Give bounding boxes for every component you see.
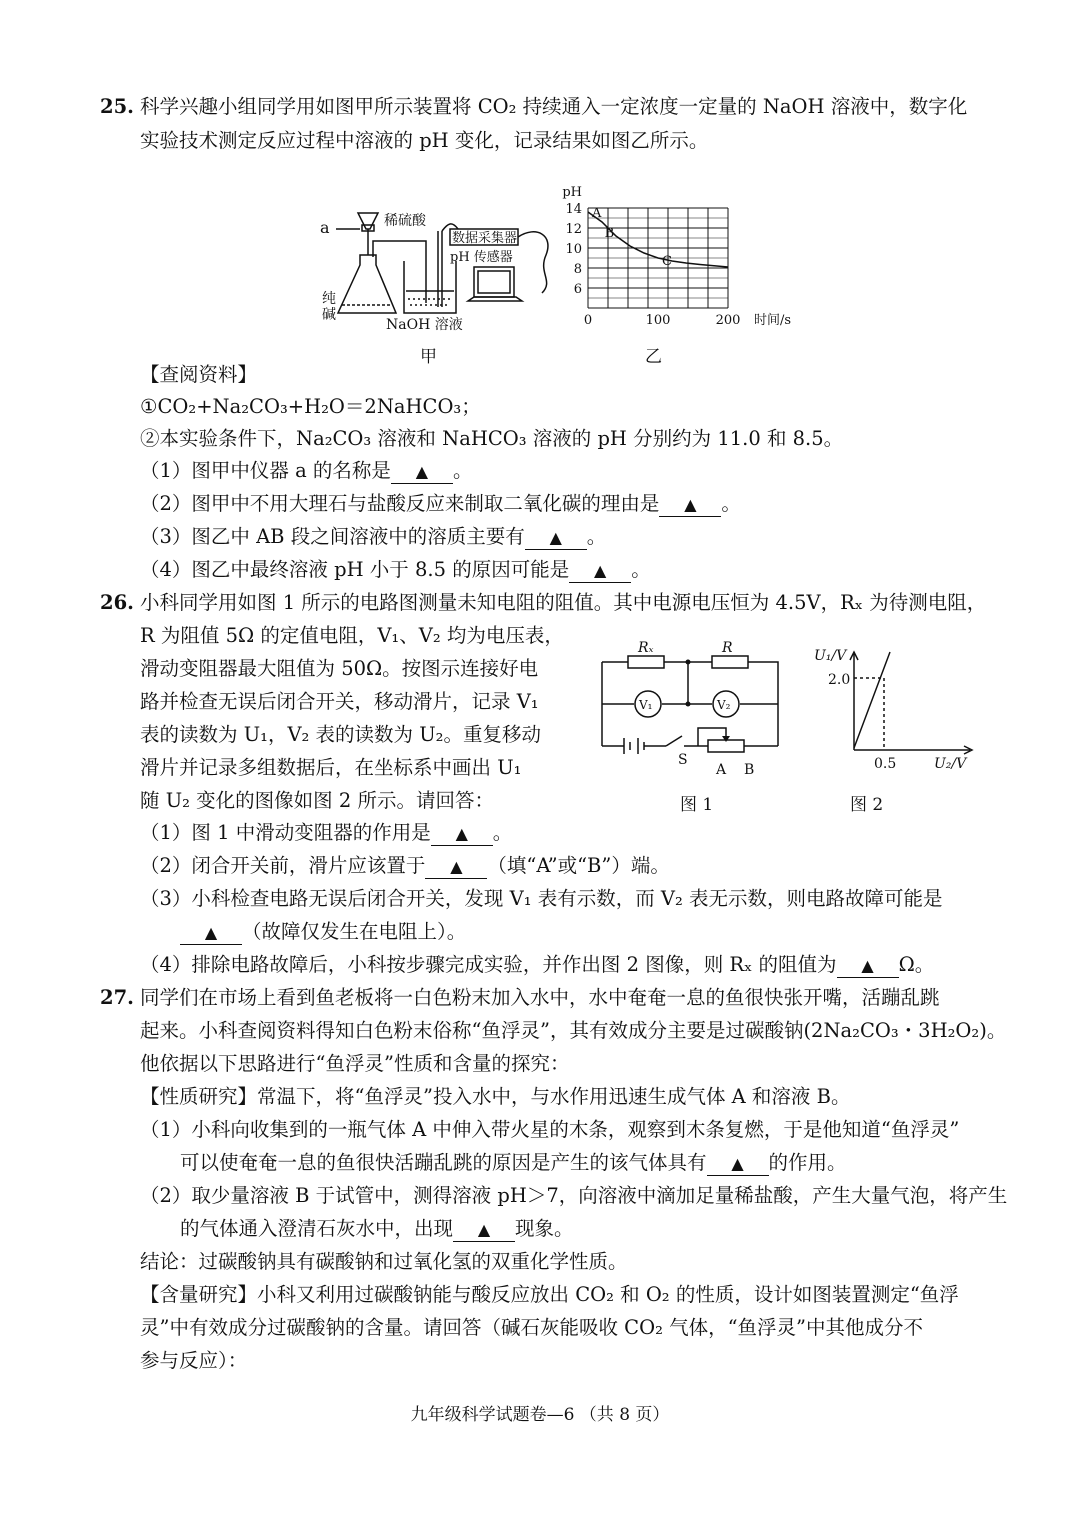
q26-line-5: 表的读数为 U₁，V₂ 表的读数为 U₂。重复移动 [140, 723, 541, 746]
answer-mark-icon: ▲ [455, 824, 468, 843]
q26-line-7: 随 U₂ 变化的图像如图 2 所示。请回答： [140, 789, 494, 812]
label-r: R [722, 640, 733, 656]
q27-sub-1b [180, 1148, 847, 1178]
q27-content-3: 参与反应）： [140, 1349, 248, 1372]
label-v2: V₂ [717, 698, 731, 712]
answer-mark-icon: ▲ [731, 1154, 744, 1173]
label-soda-2: 碱 [322, 307, 336, 323]
q25-sub-3-end: 。 [586, 525, 607, 548]
y-tick-label: 10 [565, 242, 582, 257]
q25-sub-1-end: 。 [452, 459, 473, 482]
label-b-end: B [744, 762, 755, 778]
answer-mark-icon: ▲ [204, 923, 218, 942]
q26-line-2: R 为阻值 5Ω 的定值电阻，V₁、V₂ 均为电压表， [140, 624, 564, 647]
caption-fig-1: 图 1 [680, 795, 714, 815]
q26-sub-1 [140, 818, 512, 848]
label-rx: Rₓ [638, 640, 654, 656]
graph-xlabel: U₂/V [934, 756, 967, 772]
answer-blank[interactable] [453, 1218, 515, 1242]
q27-sub-2b [180, 1214, 574, 1244]
y-tick-label: 14 [565, 202, 582, 217]
label-a: a [320, 218, 330, 237]
graph-y-value: 2.0 [828, 672, 851, 688]
x-tick-label: 200 [715, 313, 741, 328]
resistor-rx [628, 656, 664, 668]
x-tick-label: 100 [645, 313, 671, 328]
apparatus-figure [318, 195, 558, 340]
q27-sub-1a: （1）小科向收集到的一瓶气体 A 中伸入带火星的木条，观察到木条复燃，于是他知道“鱼浮灵” [140, 1118, 960, 1141]
y-tick-label: 12 [565, 222, 582, 237]
q26-line-1: 小科同学用如图 1 所示的电路图测量未知电阻的阻值。其中电源电压恒为 4.5V，Rₓ 为待测电阻， [140, 591, 987, 614]
answer-blank[interactable] [707, 1152, 769, 1176]
circuit-diagram [590, 632, 790, 782]
question-number-26: 26. [100, 591, 134, 614]
caption-yi: 乙 [645, 347, 662, 367]
switch-s [666, 736, 682, 746]
point-label-a: A [592, 206, 602, 221]
q25-stem-line-2: 实验技术测定反应过程中溶液的 pH 变化，记录结果如图乙所示。 [140, 129, 709, 152]
y-axis-label: pH [562, 185, 582, 200]
q27-sub-1-text: 可以使奄奄一息的鱼很快活蹦乱跳的原因是产生的该气体具有 [180, 1151, 707, 1174]
q26-sub-3a: （3）小科检查电路无误后闭合开关，发现 V₁ 表有示数，而 V₂ 表无示数，则电路故障可能是 [140, 887, 943, 910]
q27-sub-1-tail: 的作用。 [768, 1151, 847, 1174]
q25-sub-4-end: 。 [631, 558, 651, 581]
q26-sub-4 [140, 950, 934, 980]
answer-mark-icon: ▲ [594, 561, 607, 580]
answer-mark-icon: ▲ [450, 857, 463, 876]
q25-sub-1 [140, 456, 472, 486]
x-tick-label: 0 [583, 313, 593, 328]
q27-sub-2-text: 的气体通入澄清石灰水中，出现 [180, 1217, 454, 1240]
y-tick-label: 8 [573, 262, 582, 277]
label-v1: V₁ [639, 698, 653, 712]
q27-line-2: 起来。小科查阅资料得知白色粉末俗称“鱼浮灵”，其有效成分主要是过碳酸钠(2Na₂CO₃・3H₂O₂)。 [140, 1019, 1007, 1042]
q27-conclusion: 结论：过碳酸钠具有碳酸钠和过氧化氢的双重化学性质。 [140, 1250, 628, 1273]
answer-blank[interactable] [659, 493, 721, 517]
ph-chart [560, 180, 810, 328]
q26-sub-1-end: 。 [492, 821, 513, 844]
q25-sub-2-end: 。 [721, 492, 741, 515]
page-footer: 九年级科学试题卷—6 （共 8 页） [410, 1405, 670, 1425]
q27-content-1: 【含量研究】小科又利用过碳酸钠能与酸反应放出 CO₂ 和 O₂ 的性质，设计如图装置测定“鱼浮 [140, 1283, 959, 1306]
label-s: S [678, 752, 688, 768]
label-sensor: pH 传感器 [450, 250, 513, 265]
label-a-end: A [716, 762, 727, 778]
answer-mark-icon: ▲ [549, 528, 562, 547]
answer-mark-icon: ▲ [684, 495, 697, 514]
q27-line-1: 同学们在市场上看到鱼老板将一白色粉末加入水中，水中奄奄一息的鱼很快张开嘴，活蹦乱跳 [140, 986, 940, 1009]
answer-blank[interactable] [837, 954, 899, 978]
answer-mark-icon: ▲ [861, 956, 874, 975]
label-collector: 数据采集器 [452, 231, 518, 246]
label-soda-1: 纯 [322, 291, 336, 307]
separatory-funnel [358, 213, 378, 229]
q26-sub-3b [180, 917, 466, 947]
y-tick-label: 6 [573, 282, 582, 297]
q27-sub-2-tail: 现象。 [515, 1217, 574, 1240]
q27-sub-2a: （2）取少量溶液 B 于试管中，测得溶液 pH＞7，向溶液中滴加足量稀盐酸，产生大量气泡，将产生 [140, 1184, 1008, 1207]
q25-sub-3 [140, 522, 606, 552]
question-number-25: 25. [100, 95, 134, 118]
x-axis-label: 时间/s [754, 313, 792, 328]
q26-line-6: 滑片并记录多组数据后，在坐标系中画出 U₁ [140, 756, 522, 779]
q27-content-2: 灵”中有效成分过碳酸钠的含量。请回答（碱石灰能吸收 CO₂ 气体，“鱼浮灵”中其他成分不 [140, 1316, 924, 1339]
q25-sub-1-text: （1）图甲中仪器 a 的名称是 [140, 459, 391, 482]
graph-x-value: 0.5 [874, 756, 897, 772]
answer-mark-icon: ▲ [477, 1220, 491, 1239]
answer-blank[interactable] [391, 460, 453, 484]
u1-u2-graph [810, 640, 980, 780]
answer-blank[interactable] [425, 855, 487, 879]
q26-line-3: 滑动变阻器最大阻值为 50Ω。按图示连接好电 [140, 657, 539, 680]
q26-sub-4-text: （4）排除电路故障后，小科按步骤完成实验，并作出图 2 图像，则 Rₓ 的阻值为 [140, 953, 837, 976]
q26-sub-1-text: （1）图 1 中滑动变阻器的作用是 [140, 821, 431, 844]
resistor-r [712, 656, 748, 668]
q27-line-3: 他依据以下思路进行“鱼浮灵”性质和含量的探究： [140, 1052, 570, 1075]
q25-ref-2: ②本实验条件下，Na₂CO₃ 溶液和 NaHCO₃ 溶液的 pH 分别约为 11.0 和 8.5。 [140, 427, 844, 450]
q27-prop: 【性质研究】常温下，将“鱼浮灵”投入水中，与水作用迅速生成气体 A 和溶液 B。 [140, 1085, 851, 1108]
q26-sub-2-text: （2）闭合开关前，滑片应该置于 [140, 854, 426, 877]
answer-blank[interactable] [180, 921, 242, 945]
question-number-27: 27. [100, 986, 134, 1009]
graph-ylabel: U₁/V [814, 648, 847, 664]
q26-line-4: 路并检查无误后闭合开关，移动滑片，记录 V₁ [140, 690, 539, 713]
q25-sub-4-text: （4）图乙中最终溶液 pH 小于 8.5 的原因可能是 [140, 558, 570, 581]
q25-sub-4 [140, 555, 651, 585]
delivery-tube [373, 241, 426, 303]
q26-sub-2 [140, 851, 670, 881]
label-acid: 稀硫酸 [384, 213, 426, 229]
q25-sub-3-text: （3）图乙中 AB 段之间溶液中的溶质主要有 [140, 525, 525, 548]
answer-mark-icon: ▲ [415, 462, 429, 481]
q26-sub-2-tail: （填“A”或“B”）端。 [487, 854, 670, 877]
answer-blank[interactable] [431, 822, 493, 846]
q25-ref-title: 【查阅资料】 [140, 363, 258, 386]
caption-fig-2: 图 2 [850, 795, 884, 815]
caption-jia: 甲 [420, 347, 437, 367]
answer-blank[interactable] [525, 526, 587, 550]
point-label-c: C [662, 254, 672, 269]
label-solution: NaOH 溶液 [386, 317, 463, 333]
q25-sub-2-text: （2）图甲中不用大理石与盐酸反应来制取二氧化碳的理由是 [140, 492, 660, 515]
q25-stem-line-1: 科学兴趣小组同学用如图甲所示装置将 CO₂ 持续通入一定浓度一定量的 NaOH 溶液中，数字化 [140, 95, 968, 118]
q25-sub-2 [140, 489, 741, 519]
q26-sub-3-tail: （故障仅发生在电阻上）。 [242, 920, 467, 943]
answer-blank[interactable] [569, 559, 631, 583]
point-label-b: B [604, 226, 615, 241]
q25-ref-1: ①CO₂+Na₂CO₃+H₂O＝2NaHCO₃； [140, 395, 481, 418]
q26-sub-4-tail: Ω。 [898, 953, 935, 976]
